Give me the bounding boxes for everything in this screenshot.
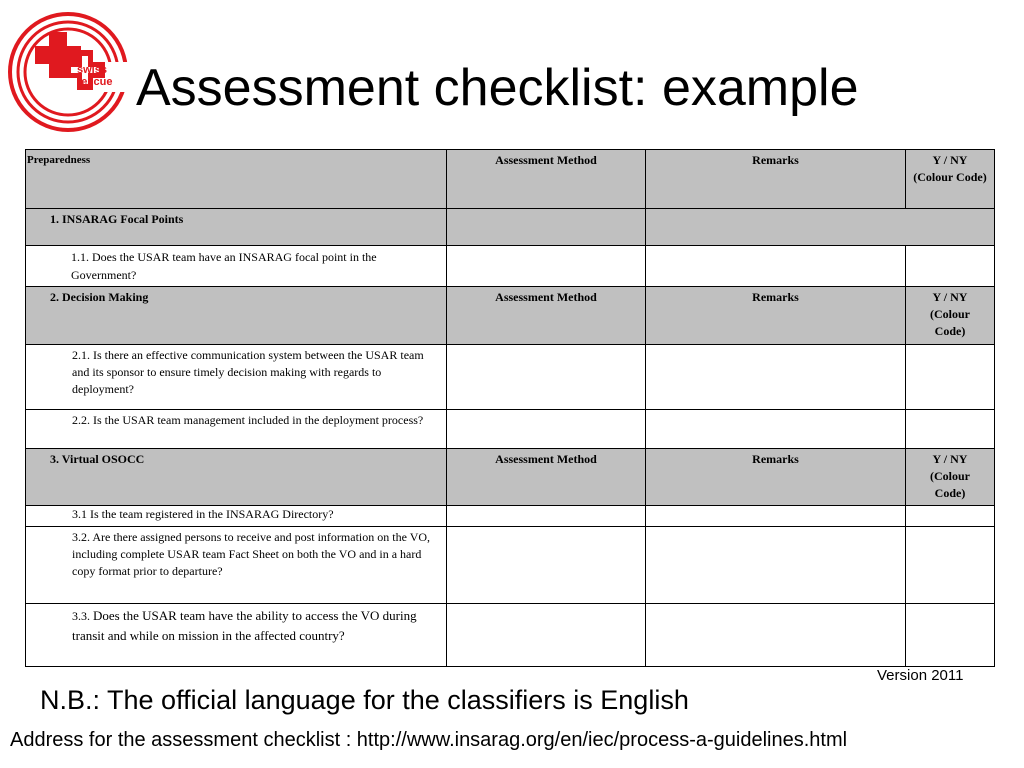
version-label: Version 2011	[877, 667, 964, 684]
header-preparedness: Preparedness	[26, 150, 447, 209]
answer-cell-yny[interactable]	[906, 345, 995, 410]
question-row	[26, 410, 995, 449]
section3-yny-line2: (Colour	[930, 469, 970, 483]
language-note: N.B.: The official language for the classifiers is English	[40, 685, 689, 715]
answer-cell-yny[interactable]	[906, 527, 995, 604]
section2-yny-line1: Y / NY	[932, 290, 968, 304]
answer-cell-method[interactable]	[447, 246, 646, 287]
section3-yny-line1: Y / NY	[932, 452, 968, 466]
section2-yny-line2: (Colour	[930, 307, 970, 321]
section3-yny	[906, 449, 995, 506]
answer-cell-method[interactable]	[447, 506, 646, 527]
section-row	[26, 209, 995, 246]
header-yny-line2: (Colour Code)	[913, 170, 987, 184]
question-3-1: 3.1 Is the team registered in the INSARAG Directory?	[26, 506, 447, 527]
header-remarks: Remarks	[646, 150, 906, 209]
question-3-2: 3.2. Are there assigned persons to receive and post information on the VO, including complete USAR team Fact Sheet on both the VO and in a hard copy format prior to departure?	[26, 527, 447, 604]
question-3-3-number: 3.3.	[72, 609, 90, 623]
section-cell-empty	[646, 209, 995, 246]
swiss-rescue-logo	[6, 10, 130, 134]
assessment-checklist-table	[25, 149, 995, 667]
question-2-2: 2.2. Is the USAR team management included in the deployment process?	[26, 410, 447, 449]
answer-cell-method[interactable]	[447, 527, 646, 604]
section-virtual-osocc: 3. Virtual OSOCC	[26, 449, 447, 506]
answer-cell-remarks[interactable]	[646, 246, 906, 287]
section3-assessment-method: Assessment Method	[447, 449, 646, 506]
answer-cell-yny[interactable]	[906, 410, 995, 449]
section2-remarks: Remarks	[646, 287, 906, 345]
question-row	[26, 604, 995, 667]
section2-assessment-method: Assessment Method	[447, 287, 646, 345]
answer-cell-yny[interactable]	[906, 246, 995, 287]
section-cell-empty	[447, 209, 646, 246]
logo-text-swiss: swiss	[77, 64, 107, 76]
logo-text-rescue: rescue	[77, 76, 113, 88]
header-yny	[906, 150, 995, 209]
question-row	[26, 345, 995, 410]
question-2-1: 2.1. Is there an effective communication system between the USAR team and its sponsor to ensure timely decision making with regards to deployment?	[26, 345, 447, 410]
section-row	[26, 449, 995, 506]
section2-yny-line3: Code)	[934, 324, 966, 338]
answer-cell-remarks[interactable]	[646, 410, 906, 449]
answer-cell-yny[interactable]	[906, 506, 995, 527]
answer-cell-remarks[interactable]	[646, 345, 906, 410]
question-3-3	[26, 604, 447, 667]
section-decision-making: 2. Decision Making	[26, 287, 447, 345]
section3-remarks: Remarks	[646, 449, 906, 506]
header-yny-line1: Y / NY	[932, 153, 968, 167]
question-3-3-text: Does the USAR team have the ability to access the VO during transit and while on mission in the affected country?	[72, 608, 417, 643]
checklist-address: Address for the assessment checklist : http://www.insarag.org/en/iec/process-a-guidelines.html	[10, 729, 848, 751]
section3-yny-line3: Code)	[934, 486, 966, 500]
section-row	[26, 287, 995, 345]
page-title: Assessment checklist: example	[136, 59, 859, 117]
question-row	[26, 506, 995, 527]
section2-yny	[906, 287, 995, 345]
swiss-rescue-logo-graphic	[6, 10, 130, 134]
answer-cell-yny[interactable]	[906, 604, 995, 667]
table-header-row	[26, 150, 995, 209]
answer-cell-method[interactable]	[447, 345, 646, 410]
question-row	[26, 246, 995, 287]
answer-cell-method[interactable]	[447, 410, 646, 449]
question-row	[26, 527, 995, 604]
answer-cell-method[interactable]	[447, 604, 646, 667]
section-focal-points: 1. INSARAG Focal Points	[26, 209, 447, 246]
question-1-1: 1.1. Does the USAR team have an INSARAG focal point in the Government?	[26, 246, 447, 287]
answer-cell-remarks[interactable]	[646, 506, 906, 527]
header-assessment-method: Assessment Method	[447, 150, 646, 209]
answer-cell-remarks[interactable]	[646, 527, 906, 604]
answer-cell-remarks[interactable]	[646, 604, 906, 667]
